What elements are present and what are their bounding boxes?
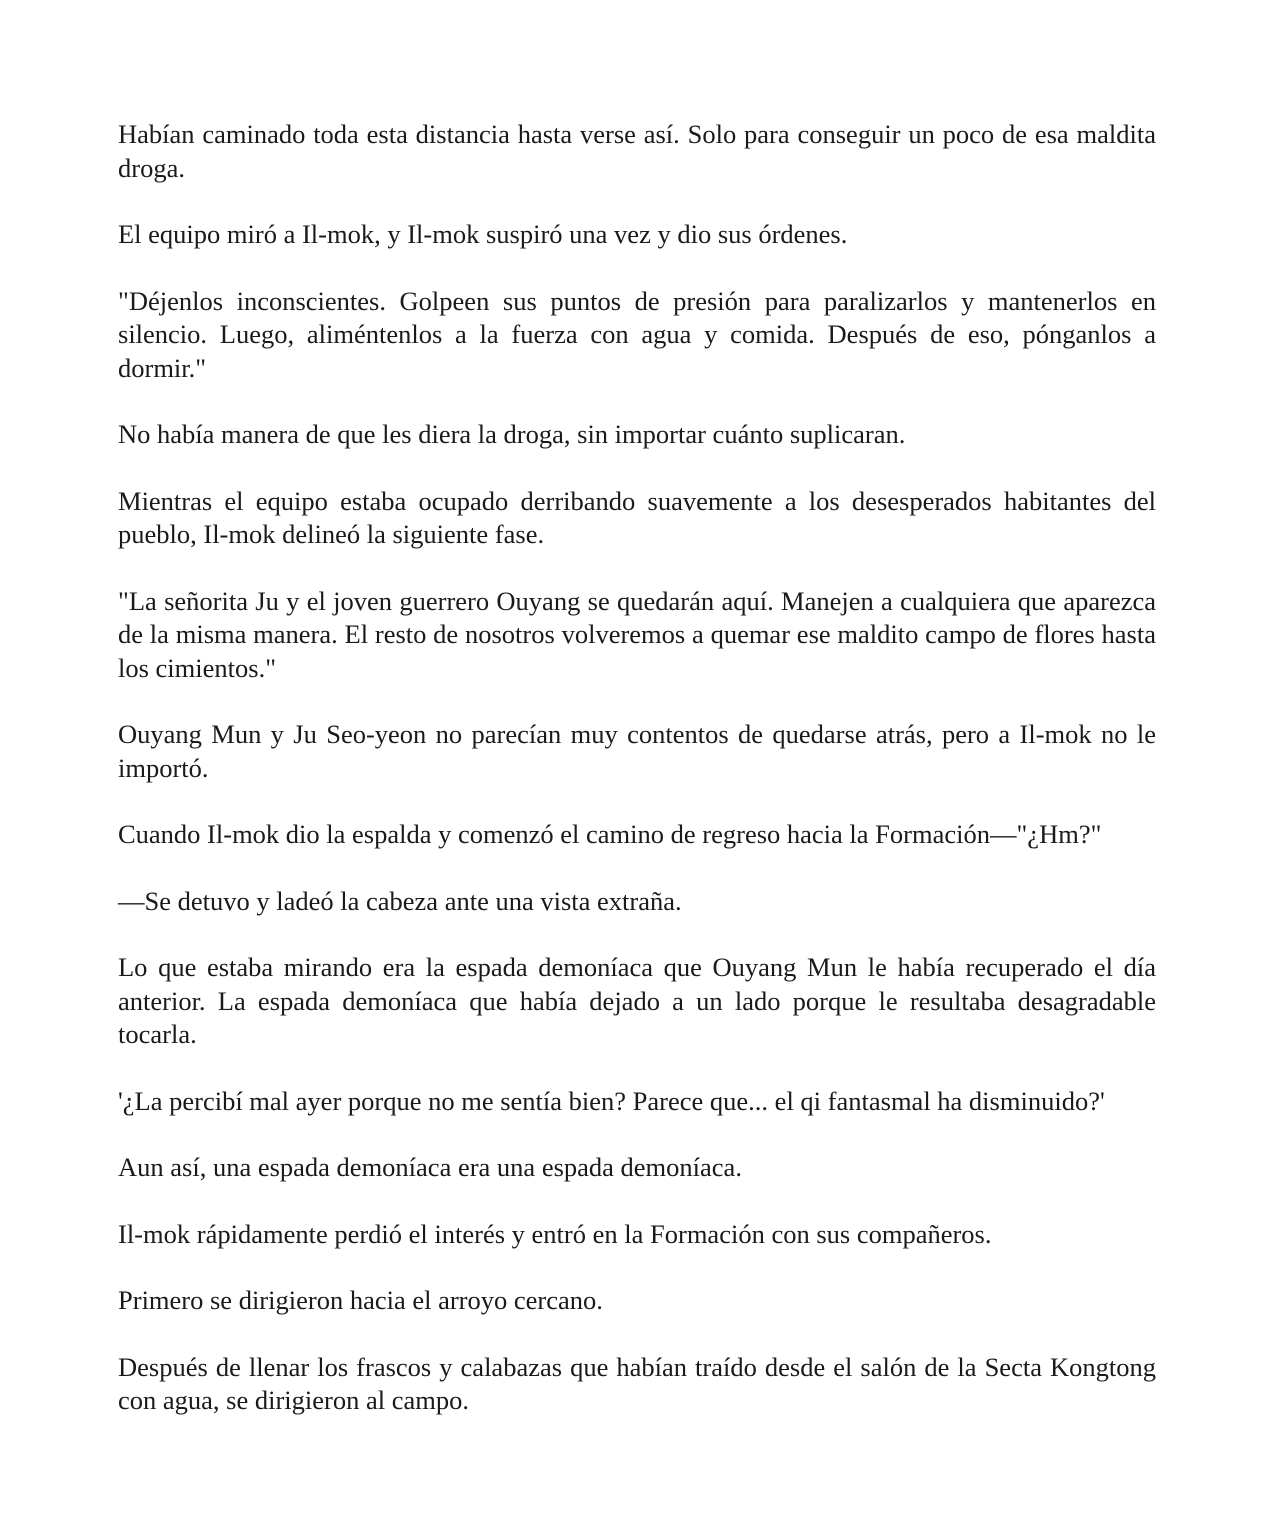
- paragraph: No había manera de que les diera la droga, sin importar cuánto suplicaran.: [118, 419, 906, 449]
- paragraph: Cuando Il-mok dio la espalda y comenzó el camino de regreso hacia la Formación—"¿Hm?": [118, 819, 1102, 849]
- paragraph: Mientras el equipo estaba ocupado derribando suavemente a los desesperados habitantes del pueblo, Il-mok delineó la siguiente fase.: [118, 485, 1156, 549]
- paragraph: Primero se dirigieron hacia el arroyo cercano.: [118, 1285, 603, 1315]
- paragraph: "La señorita Ju y el joven guerrero Ouyang se quedarán aquí. Manejen a cualquiera que aparezca de la misma manera. El resto de nosotros volveremos a quemar ese maldito campo de flores hasta los cimientos.": [118, 585, 1156, 683]
- paragraph: "Déjenlos inconscientes. Golpeen sus puntos de presión para paralizarlos y mantenerlos en silencio. Luego, aliméntenlos a la fuerza con agua y comida. Después de eso, pónganlos a dormir.": [118, 285, 1156, 383]
- paragraph: Il-mok rápidamente perdió el interés y entró en la Formación con sus compañeros.: [118, 1218, 992, 1249]
- paragraph: El equipo miró a Il-mok, y Il-mok suspiró una vez y dio sus órdenes.: [118, 219, 848, 249]
- paragraph: Ouyang Mun y Ju Seo-yeon no parecían muy contentos de quedarse atrás, pero a Il-mok no le importó.: [118, 719, 1156, 783]
- paragraph: Lo que estaba mirando era la espada demoníaca que Ouyang Mun le había recuperado el día anterior. La espada demoníaca que había dejado a un lado porque le resultaba desagradable tocarla.: [118, 952, 1156, 1049]
- document-page: [118, 118, 1156, 1418]
- paragraph: Aun así, una espada demoníaca era una espada demoníaca.: [118, 1152, 742, 1182]
- paragraph: Después de llenar los frascos y calabazas que habían traído desde el salón de la Secta Kongtong con agua, se dirigieron al campo.: [118, 1351, 1156, 1415]
- paragraph: '¿La percibí mal ayer porque no me sentía bien? Parece que... el qi fantasmal ha disminuido?': [118, 1085, 1105, 1116]
- paragraph: Habían caminado toda esta distancia hasta verse así. Solo para conseguir un poco de esa maldita droga.: [118, 119, 1156, 183]
- paragraph: —Se detuvo y ladeó la cabeza ante una vista extraña.: [118, 885, 682, 916]
